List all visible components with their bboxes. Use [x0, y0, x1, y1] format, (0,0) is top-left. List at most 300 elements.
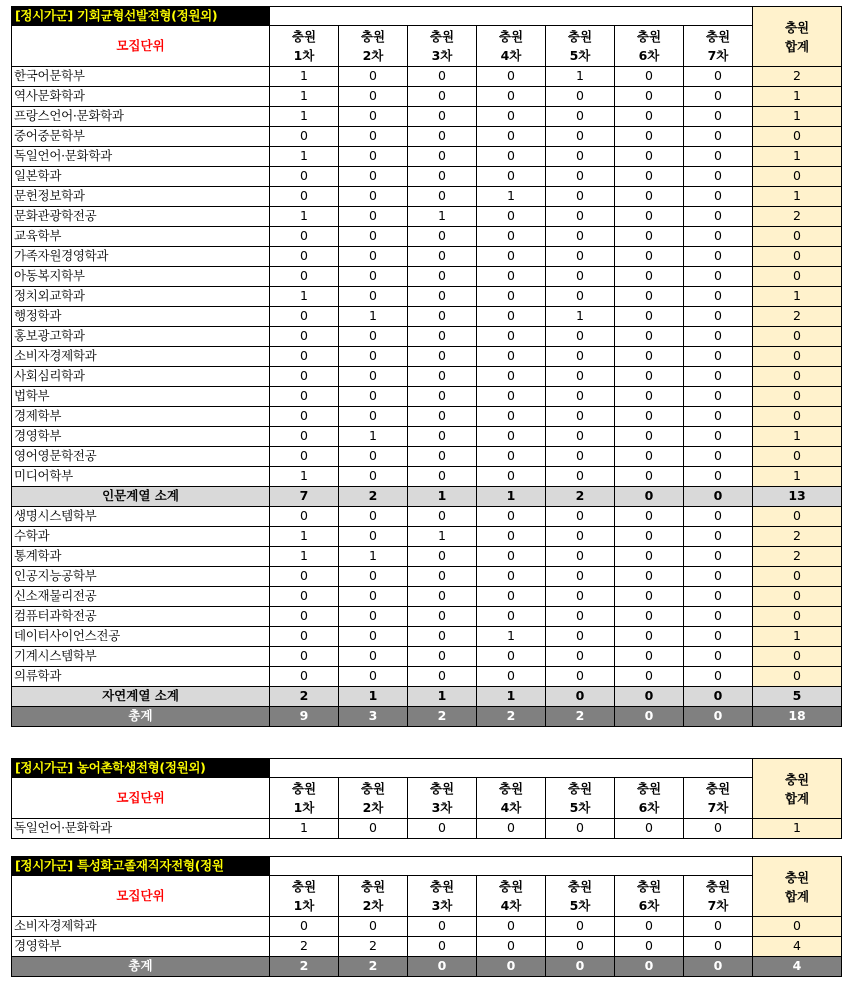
- round-value-7: 0: [684, 687, 753, 707]
- unit-name: 컴퓨터과학전공: [12, 607, 270, 627]
- round-header-bottom: 4차: [500, 48, 522, 63]
- round-value-4: 0: [477, 567, 546, 587]
- table-row: [12, 587, 842, 607]
- round-value-1: 1: [270, 467, 339, 487]
- round-value-6: 0: [615, 547, 684, 567]
- admission-table-balanced-opportunity: [11, 6, 842, 727]
- round-value-7: 0: [684, 507, 753, 527]
- sum-value: 1: [753, 107, 842, 127]
- round-header-top: 충원: [636, 879, 662, 894]
- round-value-6: 0: [615, 917, 684, 937]
- round-value-3: 0: [408, 247, 477, 267]
- sum-value: 0: [753, 507, 842, 527]
- round-value-3: 0: [408, 87, 477, 107]
- round-value-3: 0: [408, 467, 477, 487]
- round-header-bottom: 2차: [362, 898, 384, 913]
- round-header-top: 충원: [291, 29, 317, 44]
- round-value-6: 0: [615, 627, 684, 647]
- round-header-bottom: 5차: [569, 898, 591, 913]
- round-value-7: 0: [684, 207, 753, 227]
- round-value-4: 0: [477, 917, 546, 937]
- sum-value: 0: [753, 587, 842, 607]
- table-row: [12, 187, 842, 207]
- round-value-6: 0: [615, 307, 684, 327]
- round-value-1: 0: [270, 307, 339, 327]
- round-value-3: 1: [408, 687, 477, 707]
- round-value-7: 0: [684, 347, 753, 367]
- round-value-3: 1: [408, 487, 477, 507]
- round-value-3: 0: [408, 627, 477, 647]
- sum-header: [753, 759, 842, 819]
- round-value-7: 0: [684, 427, 753, 447]
- unit-name: 아동복지학부: [12, 267, 270, 287]
- sum-header: [753, 7, 842, 67]
- round-header-bottom: 4차: [500, 800, 522, 815]
- round-value-7: 0: [684, 567, 753, 587]
- round-value-5: 0: [546, 227, 615, 247]
- round-header-6: [615, 26, 684, 67]
- round-value-7: 0: [684, 487, 753, 507]
- round-value-5: 0: [546, 247, 615, 267]
- table-title: [정시가군] 농어촌학생전형(정원외): [12, 759, 270, 778]
- table-row: [12, 647, 842, 667]
- round-value-3: 0: [408, 147, 477, 167]
- round-header-bottom: 5차: [569, 48, 591, 63]
- round-value-7: 0: [684, 587, 753, 607]
- sum-value: 0: [753, 667, 842, 687]
- round-value-1: 0: [270, 167, 339, 187]
- sum-value: 0: [753, 607, 842, 627]
- round-value-6: 0: [615, 487, 684, 507]
- round-value-1: 0: [270, 347, 339, 367]
- round-value-2: 0: [339, 287, 408, 307]
- round-value-4: 0: [477, 507, 546, 527]
- sum-value: 1: [753, 187, 842, 207]
- round-value-3: 0: [408, 447, 477, 467]
- header-title-row: [12, 759, 842, 778]
- round-value-2: 0: [339, 407, 408, 427]
- round-value-4: 0: [477, 447, 546, 467]
- round-value-4: 0: [477, 587, 546, 607]
- round-value-2: 0: [339, 587, 408, 607]
- round-value-6: 0: [615, 247, 684, 267]
- round-value-6: 0: [615, 647, 684, 667]
- round-header-1: [270, 876, 339, 917]
- table-row: [12, 507, 842, 527]
- unit-name: 경제학부: [12, 407, 270, 427]
- sum-value: 1: [753, 287, 842, 307]
- unit-name: 인문계열 소계: [12, 487, 270, 507]
- unit-name: 총계: [12, 707, 270, 727]
- round-value-5: 0: [546, 647, 615, 667]
- round-value-6: 0: [615, 387, 684, 407]
- round-value-5: 1: [546, 67, 615, 87]
- round-header-bottom: 7차: [707, 898, 729, 913]
- round-value-1: 1: [270, 67, 339, 87]
- round-value-2: 0: [339, 227, 408, 247]
- round-value-5: 0: [546, 507, 615, 527]
- round-value-7: 0: [684, 447, 753, 467]
- round-value-4: 2: [477, 707, 546, 727]
- round-value-7: 0: [684, 819, 753, 839]
- unit-name: 경영학부: [12, 427, 270, 447]
- round-value-5: 0: [546, 347, 615, 367]
- round-value-7: 0: [684, 917, 753, 937]
- round-value-2: 0: [339, 167, 408, 187]
- unit-name: 신소재물리전공: [12, 587, 270, 607]
- round-value-1: 0: [270, 917, 339, 937]
- unit-name: 기계시스템학부: [12, 647, 270, 667]
- round-value-4: 0: [477, 167, 546, 187]
- round-value-7: 0: [684, 667, 753, 687]
- round-value-4: 0: [477, 227, 546, 247]
- round-value-1: 1: [270, 207, 339, 227]
- round-header-7: [684, 26, 753, 67]
- table-row: [12, 267, 842, 287]
- round-value-2: 0: [339, 387, 408, 407]
- table-row: [12, 937, 842, 957]
- round-header-2: [339, 778, 408, 819]
- round-value-5: 0: [546, 447, 615, 467]
- sum-header-top: 충원: [784, 771, 810, 787]
- round-header-3: [408, 876, 477, 917]
- round-value-3: 0: [408, 67, 477, 87]
- round-value-1: 0: [270, 387, 339, 407]
- unit-name: 영어영문학전공: [12, 447, 270, 467]
- round-value-6: 0: [615, 587, 684, 607]
- round-value-7: 0: [684, 87, 753, 107]
- round-value-5: 0: [546, 587, 615, 607]
- table-row: [12, 567, 842, 587]
- round-value-6: 0: [615, 207, 684, 227]
- table-row: [12, 917, 842, 937]
- round-value-5: 1: [546, 307, 615, 327]
- round-value-1: 0: [270, 327, 339, 347]
- sum-value: 2: [753, 307, 842, 327]
- sum-value: 0: [753, 917, 842, 937]
- round-value-6: 0: [615, 507, 684, 527]
- unit-name: 소비자경제학과: [12, 917, 270, 937]
- round-value-1: 0: [270, 247, 339, 267]
- unit-name: 생명시스템학부: [12, 507, 270, 527]
- round-value-4: 0: [477, 127, 546, 147]
- round-value-3: 0: [408, 567, 477, 587]
- round-value-1: 7: [270, 487, 339, 507]
- round-value-6: 0: [615, 467, 684, 487]
- unit-name: 문화관광학전공: [12, 207, 270, 227]
- sum-value: 1: [753, 627, 842, 647]
- sum-value: 1: [753, 87, 842, 107]
- round-value-6: 0: [615, 957, 684, 977]
- round-value-7: 0: [684, 267, 753, 287]
- unit-name: 통계학과: [12, 547, 270, 567]
- round-value-6: 0: [615, 127, 684, 147]
- table-row: [12, 247, 842, 267]
- round-header-top: 충원: [705, 781, 731, 796]
- table-row: [12, 147, 842, 167]
- table-row: [12, 327, 842, 347]
- table-row: [12, 207, 842, 227]
- round-value-2: 1: [339, 427, 408, 447]
- round-header-top: 충원: [429, 29, 455, 44]
- round-value-3: 0: [408, 187, 477, 207]
- round-value-1: 0: [270, 607, 339, 627]
- round-value-1: 0: [270, 367, 339, 387]
- table-row: [12, 167, 842, 187]
- unit-name: 소비자경제학과: [12, 347, 270, 367]
- unit-name: 교육학부: [12, 227, 270, 247]
- round-header-bottom: 3차: [431, 898, 453, 913]
- round-value-5: 0: [546, 87, 615, 107]
- round-value-4: 0: [477, 937, 546, 957]
- sum-value: 0: [753, 347, 842, 367]
- total-row: [12, 707, 842, 727]
- total-row: [12, 957, 842, 977]
- round-value-6: 0: [615, 527, 684, 547]
- sum-value: 0: [753, 127, 842, 147]
- round-header-2: [339, 26, 408, 67]
- unit-name: 홍보광고학과: [12, 327, 270, 347]
- round-value-5: 0: [546, 107, 615, 127]
- round-header-bottom: 3차: [431, 48, 453, 63]
- round-value-3: 0: [408, 227, 477, 247]
- round-value-3: 0: [408, 587, 477, 607]
- round-value-2: 1: [339, 687, 408, 707]
- round-value-2: 0: [339, 207, 408, 227]
- round-value-1: 0: [270, 447, 339, 467]
- header-blank: [270, 759, 753, 778]
- round-value-2: 0: [339, 107, 408, 127]
- sum-value: 4: [753, 957, 842, 977]
- round-value-3: 0: [408, 427, 477, 447]
- round-value-1: 0: [270, 567, 339, 587]
- round-value-7: 0: [684, 647, 753, 667]
- round-value-4: 0: [477, 387, 546, 407]
- sum-header-top: 충원: [784, 869, 810, 885]
- sum-value: 0: [753, 167, 842, 187]
- round-value-7: 0: [684, 307, 753, 327]
- round-value-7: 0: [684, 937, 753, 957]
- sum-value: 1: [753, 427, 842, 447]
- round-value-1: 0: [270, 227, 339, 247]
- round-value-4: 0: [477, 547, 546, 567]
- sum-value: 0: [753, 247, 842, 267]
- round-value-1: 2: [270, 937, 339, 957]
- round-value-3: 0: [408, 167, 477, 187]
- round-value-2: 0: [339, 647, 408, 667]
- sum-value: 2: [753, 67, 842, 87]
- round-header-top: 충원: [429, 879, 455, 894]
- round-value-5: 0: [546, 187, 615, 207]
- round-value-3: 0: [408, 107, 477, 127]
- round-value-2: 0: [339, 507, 408, 527]
- header-columns-row: [12, 778, 842, 819]
- subtotal-row: [12, 487, 842, 507]
- round-value-5: 0: [546, 387, 615, 407]
- round-value-5: 0: [546, 147, 615, 167]
- round-header-top: 충원: [291, 879, 317, 894]
- round-value-4: 0: [477, 407, 546, 427]
- unit-name: 한국어문학부: [12, 67, 270, 87]
- round-value-5: 0: [546, 547, 615, 567]
- round-header-bottom: 3차: [431, 800, 453, 815]
- round-value-6: 0: [615, 67, 684, 87]
- round-header-5: [546, 876, 615, 917]
- round-value-2: 0: [339, 147, 408, 167]
- round-value-2: 0: [339, 917, 408, 937]
- table-row: [12, 287, 842, 307]
- unit-name: 사회심리학과: [12, 367, 270, 387]
- round-value-3: 0: [408, 917, 477, 937]
- round-header-bottom: 6차: [638, 800, 660, 815]
- unit-name: 경영학부: [12, 937, 270, 957]
- round-header-bottom: 2차: [362, 48, 384, 63]
- sum-value: 2: [753, 527, 842, 547]
- round-value-6: 0: [615, 447, 684, 467]
- admission-table-vocational-workers: [11, 856, 842, 977]
- round-header-4: [477, 26, 546, 67]
- table-row: [12, 127, 842, 147]
- round-value-6: 0: [615, 187, 684, 207]
- round-header-top: 충원: [360, 29, 386, 44]
- sum-value: 0: [753, 327, 842, 347]
- round-value-1: 1: [270, 819, 339, 839]
- round-value-5: 0: [546, 467, 615, 487]
- round-value-6: 0: [615, 107, 684, 127]
- unit-name: 데이터사이언스전공: [12, 627, 270, 647]
- round-value-7: 0: [684, 127, 753, 147]
- round-value-5: 0: [546, 957, 615, 977]
- round-value-3: 0: [408, 387, 477, 407]
- round-value-5: 2: [546, 707, 615, 727]
- round-value-7: 0: [684, 467, 753, 487]
- round-header-5: [546, 778, 615, 819]
- round-value-7: 0: [684, 387, 753, 407]
- round-value-6: 0: [615, 567, 684, 587]
- round-value-4: 0: [477, 147, 546, 167]
- round-value-3: 0: [408, 267, 477, 287]
- round-value-4: 0: [477, 647, 546, 667]
- round-value-6: 0: [615, 367, 684, 387]
- table-row: [12, 407, 842, 427]
- unit-name: 역사문화학과: [12, 87, 270, 107]
- round-header-top: 충원: [429, 781, 455, 796]
- round-header-4: [477, 778, 546, 819]
- round-value-2: 0: [339, 627, 408, 647]
- round-header-bottom: 6차: [638, 898, 660, 913]
- round-value-4: 0: [477, 107, 546, 127]
- round-value-4: 0: [477, 267, 546, 287]
- round-value-7: 0: [684, 527, 753, 547]
- round-value-6: 0: [615, 819, 684, 839]
- round-value-4: 0: [477, 819, 546, 839]
- sum-value: 4: [753, 937, 842, 957]
- round-value-7: 0: [684, 187, 753, 207]
- table-row: [12, 107, 842, 127]
- round-value-1: 1: [270, 547, 339, 567]
- unit-name: 자연계열 소계: [12, 687, 270, 707]
- round-header-top: 충원: [498, 29, 524, 44]
- header-blank: [270, 7, 753, 26]
- round-value-2: 2: [339, 487, 408, 507]
- table-row: [12, 547, 842, 567]
- round-value-2: 0: [339, 87, 408, 107]
- round-value-3: 0: [408, 327, 477, 347]
- round-value-6: 0: [615, 607, 684, 627]
- round-value-1: 2: [270, 957, 339, 977]
- round-header-top: 충원: [705, 879, 731, 894]
- sum-value: 1: [753, 467, 842, 487]
- table-row: [12, 387, 842, 407]
- round-value-1: 0: [270, 427, 339, 447]
- sum-header-bottom: 합계: [784, 888, 810, 904]
- header-columns-row: [12, 26, 842, 67]
- round-value-1: 0: [270, 127, 339, 147]
- round-value-6: 0: [615, 407, 684, 427]
- round-value-2: 0: [339, 347, 408, 367]
- header-title-row: [12, 7, 842, 26]
- round-value-1: 0: [270, 647, 339, 667]
- round-value-4: 0: [477, 427, 546, 447]
- round-header-3: [408, 778, 477, 819]
- round-header-bottom: 6차: [638, 48, 660, 63]
- round-value-6: 0: [615, 707, 684, 727]
- round-value-4: 1: [477, 627, 546, 647]
- sum-value: 0: [753, 367, 842, 387]
- round-value-5: 0: [546, 267, 615, 287]
- round-value-5: 0: [546, 527, 615, 547]
- round-value-7: 0: [684, 547, 753, 567]
- unit-name: 법학부: [12, 387, 270, 407]
- unit-name: 정치외교학과: [12, 287, 270, 307]
- round-value-7: 0: [684, 287, 753, 307]
- round-value-7: 0: [684, 107, 753, 127]
- round-value-1: 1: [270, 87, 339, 107]
- round-header-top: 충원: [567, 29, 593, 44]
- round-header-2: [339, 876, 408, 917]
- round-value-2: 0: [339, 567, 408, 587]
- round-value-5: 0: [546, 687, 615, 707]
- round-value-5: 0: [546, 167, 615, 187]
- sum-header-bottom: 합계: [784, 790, 810, 806]
- sum-value: 2: [753, 207, 842, 227]
- round-value-6: 0: [615, 347, 684, 367]
- round-header-top: 충원: [498, 781, 524, 796]
- round-value-5: 0: [546, 917, 615, 937]
- round-header-bottom: 4차: [500, 898, 522, 913]
- round-value-7: 0: [684, 327, 753, 347]
- round-value-2: 0: [339, 267, 408, 287]
- round-header-6: [615, 876, 684, 917]
- round-value-2: 1: [339, 307, 408, 327]
- round-value-2: 0: [339, 127, 408, 147]
- round-header-top: 충원: [705, 29, 731, 44]
- round-value-4: 0: [477, 287, 546, 307]
- round-value-4: 0: [477, 307, 546, 327]
- round-header-bottom: 1차: [293, 800, 315, 815]
- unit-name: 총계: [12, 957, 270, 977]
- round-value-2: 0: [339, 327, 408, 347]
- unit-header: 모집단위: [12, 26, 270, 67]
- unit-name: 독일언어·문화학과: [12, 819, 270, 839]
- table-row: [12, 627, 842, 647]
- round-value-2: 0: [339, 467, 408, 487]
- round-value-6: 0: [615, 687, 684, 707]
- sum-header: [753, 857, 842, 917]
- unit-name: 의류학과: [12, 667, 270, 687]
- round-value-2: 2: [339, 957, 408, 977]
- round-value-3: 0: [408, 957, 477, 977]
